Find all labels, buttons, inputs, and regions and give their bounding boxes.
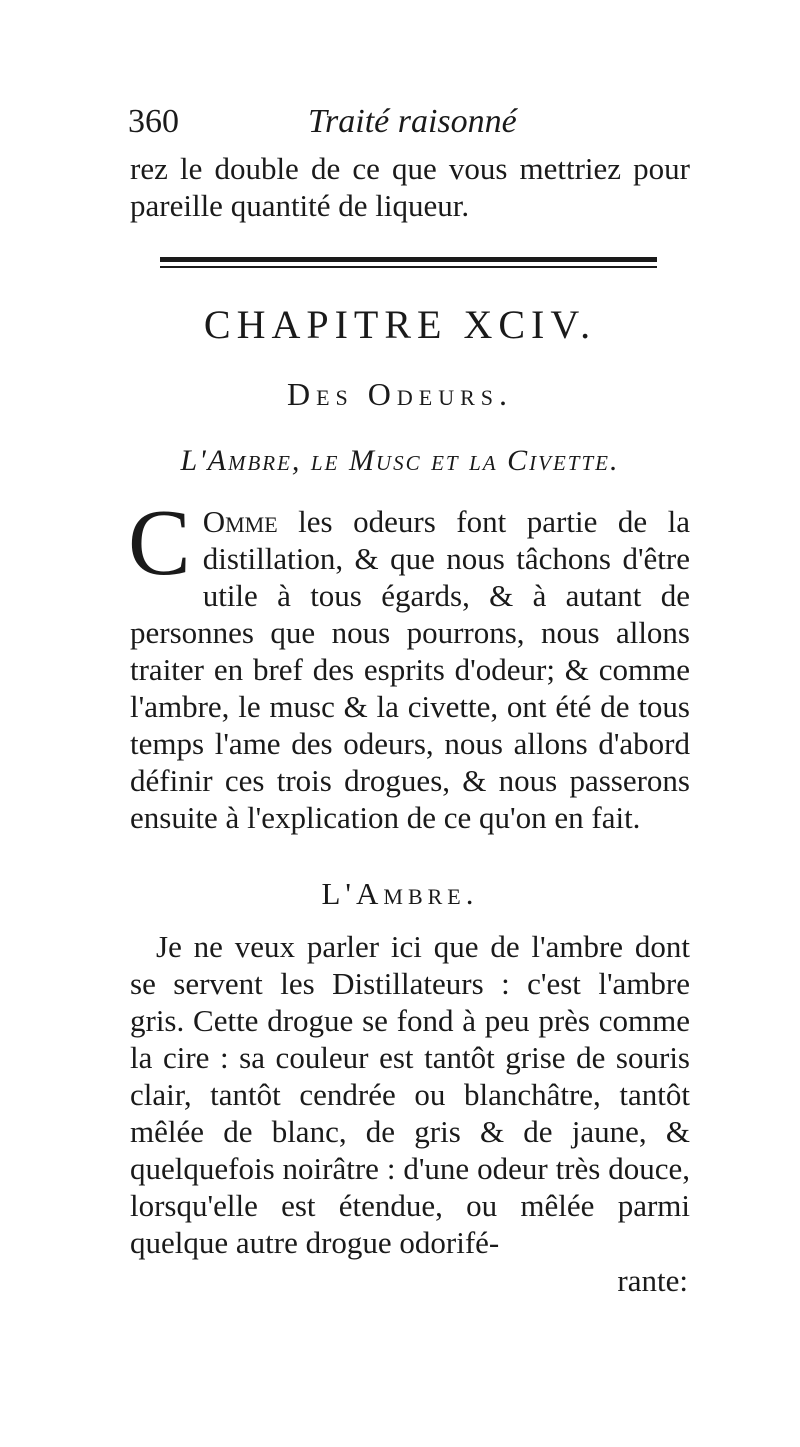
amber-paragraph xyxy=(130,928,690,1261)
page-number: 360 xyxy=(128,103,179,140)
drop-cap: C xyxy=(128,491,191,595)
intro-lead-word: Omme xyxy=(202,504,278,539)
carryover-text: rez le double de ce que vous mettriez pour pareille quantité de liqueur. xyxy=(130,151,690,223)
ornamental-rule xyxy=(160,257,657,269)
amber-text: Je ne veux parler ici que de l'ambre dont se servent les Distillateurs : c'est l'ambre gris. Cette drogue se fond à peu près comme la cire : sa couleur est tantôt grise de souris clair, tantôt cendrée ou blanchâtre, tantôt mêlée de blanc, de gris & de jaune, & quelquefois noirâtre : d'une odeur très douce, lorsqu'elle est étendue, ou mêlée parmi quelque autre drogue odorifé- xyxy=(130,929,690,1260)
catchword: rante: xyxy=(617,1263,688,1298)
rule-thin-line xyxy=(160,266,657,268)
running-head: Traité raisonné xyxy=(308,103,517,140)
intro-paragraph xyxy=(128,491,690,836)
chapter-subtitle: L'Ambre, le Musc et la Civette. xyxy=(180,444,620,477)
rule-thick-line xyxy=(160,257,657,262)
amber-section-heading: L'Ambre. xyxy=(321,876,479,911)
intro-text: les odeurs font partie de la distillation, & que nous tâchons d'être utile à tous égards, & à autant de personnes que nous pourrons, nous allons traiter en bref des esprits d'odeur; & comme l'ambre, le musc & la civette, ont été de tous temps l'ame des odeurs, nous allons d'abord définir ces trois drogues, & nous passerons ensuite à l'explication de ce qu'on en fait. xyxy=(130,504,690,835)
carryover-paragraph xyxy=(130,150,690,224)
intro-text-block xyxy=(128,491,690,836)
section-title: Des Odeurs. xyxy=(286,376,513,412)
chapter-title: CHAPITRE XCIV. xyxy=(203,302,597,347)
page-header xyxy=(128,100,688,148)
